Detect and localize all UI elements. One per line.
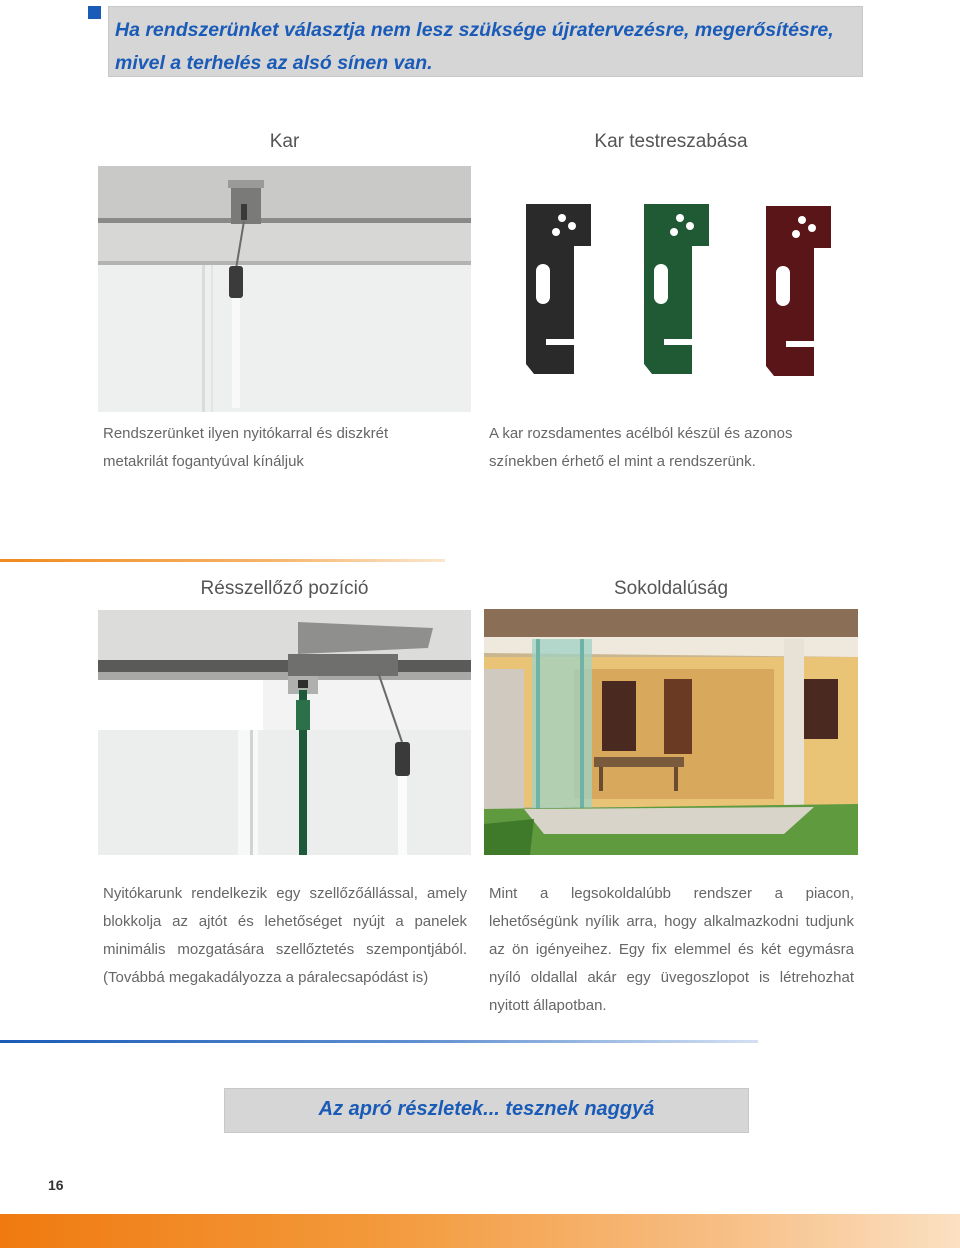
vent-position-photo — [98, 610, 471, 855]
versatility-title: Sokoldalúság — [613, 578, 729, 599]
header-text: Ha rendszerünket választja nem lesz szüksége újratervezésre, megerősítésre, mivel a terhelés az alsó sínen van. — [115, 19, 834, 74]
versatility-description-text: Mint a legsokoldalúbb rendszer a piacon, lehetőségünk nyílik arra, hogy alkalmazkodni tudjunk az ön igényeihez. Egy fix elemmel és két egymásra nyíló oldallal akár egy üvegoszlopot is létrehozhat nyitott állapotban. — [489, 885, 854, 1014]
slogan-banner — [224, 1088, 749, 1133]
bottom-color-band — [0, 1214, 960, 1248]
versatility-patio-photo — [484, 609, 858, 855]
vent-position-title: Résszellőző pozíció — [200, 578, 369, 599]
kar-customization-title: Kar testreszabása — [594, 131, 748, 152]
kar-description — [103, 420, 423, 476]
orange-divider — [0, 559, 445, 562]
bullet-square-icon — [88, 6, 101, 19]
header-banner — [108, 6, 863, 77]
vent-position-description — [103, 880, 467, 992]
kar-title: Kar — [269, 131, 300, 152]
kar-description-text: Rendszerünket ilyen nyitókarral és diszkrét metakrilát fogantyúval kínáljuk — [103, 425, 389, 470]
blue-divider — [0, 1040, 758, 1043]
vent-position-description-text: Nyitókarunk rendelkezik egy szellőzőállással, amely blokkolja az ajtót és lehetőséget nyújt a panelek minimális mozgatására szellőztetés szempontjából. (Továbbá megakadályozza a páralecsapódást is) — [103, 885, 467, 986]
kar-customization-description-text: A kar rozsdamentes acélból készül és azonos színekben érhető el mint a rendszerünk. — [489, 425, 793, 470]
versatility-description — [489, 880, 854, 1020]
handle-rail-photo — [98, 166, 471, 412]
colored-arms-photo — [484, 166, 858, 412]
kar-customization-description — [489, 420, 819, 476]
slogan-text: Az apró részletek... tesznek naggyá — [318, 1098, 655, 1120]
page-number: 16 — [48, 1177, 64, 1193]
